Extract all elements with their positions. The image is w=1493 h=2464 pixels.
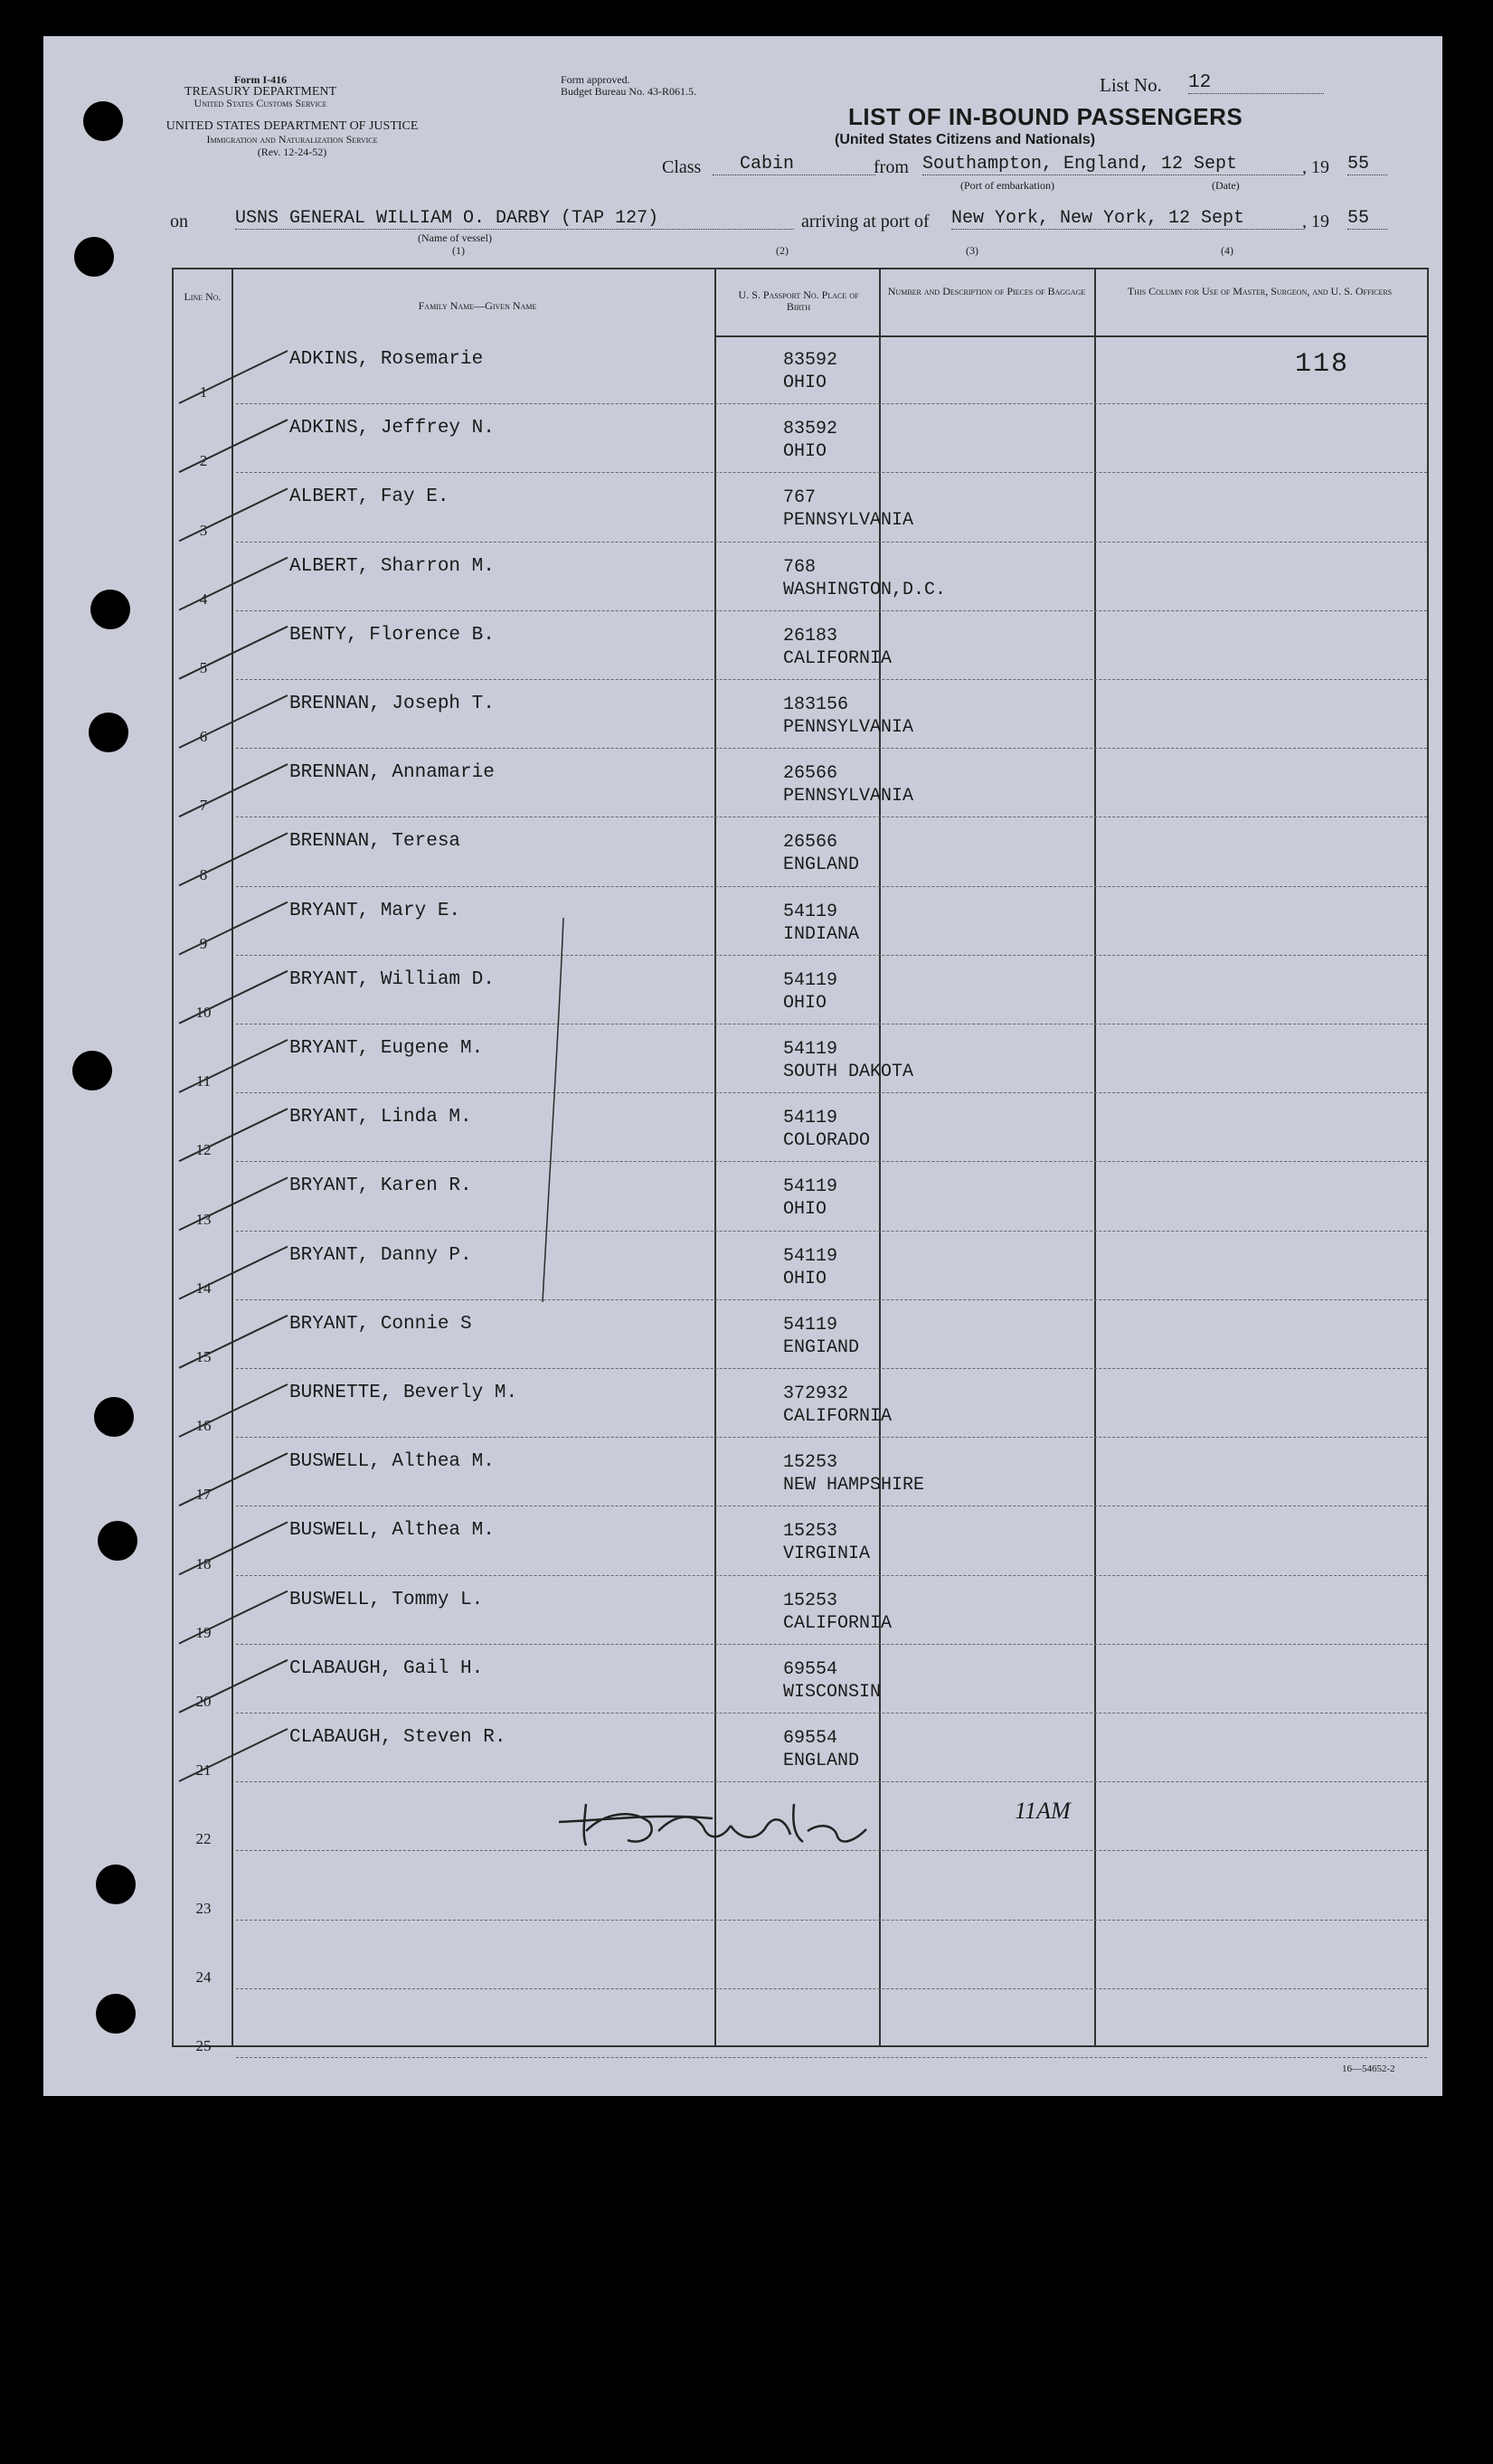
year1-value: 55: [1347, 154, 1387, 175]
form-number: Form I-416: [233, 73, 288, 86]
passport-number: 183156: [783, 694, 849, 715]
place-of-birth: CALIFORNIA: [783, 647, 893, 669]
place-of-birth: WISCONSIN: [783, 1681, 882, 1703]
line-number: 6: [199, 728, 208, 746]
line-number: 10: [195, 1004, 212, 1021]
year1-prefix: , 19: [1302, 157, 1329, 177]
passenger-name: BRENNAN, Teresa: [289, 831, 461, 853]
passenger-name: BENTY, Florence B.: [289, 624, 495, 646]
passport-number: 26566: [783, 832, 838, 854]
place-of-birth: OHIO: [783, 1268, 827, 1289]
list-no-label: List No.: [1100, 74, 1162, 96]
passport-number: 54119: [783, 901, 838, 922]
line-number: 3: [199, 521, 208, 539]
document-page: [43, 36, 1442, 2096]
check-mark: [179, 902, 288, 955]
line-number: 17: [195, 1486, 212, 1504]
year2-prefix: , 19: [1302, 212, 1329, 231]
passport-number: 54119: [783, 1108, 838, 1129]
passport-number: 15253: [783, 1452, 838, 1474]
place-of-birth: OHIO: [783, 992, 827, 1014]
place-of-birth: PENNSYLVANIA: [783, 717, 914, 738]
ins-line: Immigration and Naturalization Service: [206, 133, 378, 146]
passenger-name: BRYANT, Danny P.: [289, 1244, 472, 1266]
passenger-name: BRYANT, Eugene M.: [289, 1038, 484, 1059]
place-of-birth: SOUTH DAKOTA: [783, 1062, 914, 1082]
page-title: LIST OF IN-BOUND PASSENGERS: [848, 103, 1243, 130]
line-number: 25: [195, 2037, 212, 2054]
passport-number: 69554: [783, 1728, 838, 1749]
line-number: 4: [199, 590, 208, 608]
justice-line: UNITED STATES DEPARTMENT OF JUSTICE: [165, 119, 419, 133]
place-of-birth: PENNSYLVANIA: [783, 786, 914, 807]
check-mark: [179, 558, 288, 610]
passport-number: 54119: [783, 969, 838, 991]
line-number: 13: [195, 1210, 212, 1228]
col-num-4: (4): [1221, 244, 1233, 257]
line-number: 14: [195, 1279, 212, 1297]
list-no-value: 12: [1188, 72, 1324, 94]
check-mark: [179, 488, 288, 541]
punch-hole: [98, 1521, 137, 1561]
customs-line: United States Customs Service: [194, 97, 327, 109]
approved-text: Form approved.: [561, 73, 630, 86]
punch-hole: [89, 713, 128, 752]
place-of-birth: OHIO: [783, 441, 827, 463]
col-head-baggage: Number and Description of Pieces of Baggage: [887, 285, 1086, 297]
check-mark: [179, 695, 288, 748]
signature: [550, 1786, 984, 1867]
line-number: 24: [195, 1968, 212, 1986]
passenger-name: BRYANT, Connie S: [289, 1313, 472, 1335]
place-of-birth: WASHINGTON,D.C.: [783, 579, 947, 600]
handwritten-vertical-line: [543, 918, 563, 1302]
passenger-name: BRYANT, William D.: [289, 968, 495, 990]
check-mark: [179, 1247, 288, 1299]
passenger-name: BRYANT, Linda M.: [289, 1107, 472, 1128]
treasury-line: TREASURY DEPARTMENT: [184, 85, 337, 99]
place-of-birth: VIRGINIA: [783, 1544, 871, 1565]
place-of-birth: ENGLAND: [783, 854, 860, 876]
vessel-name: USNS GENERAL WILLIAM O. DARBY (TAP 127): [235, 208, 794, 230]
check-mark: [179, 764, 288, 817]
check-mark: [179, 1384, 288, 1437]
port-caption: (Port of embarkation): [960, 179, 1054, 192]
passenger-name: ADKINS, Rosemarie: [289, 349, 484, 370]
col-num-1: (1): [452, 244, 465, 257]
arrival-port: New York, New York, 12 Sept: [951, 208, 1302, 230]
passport-number: 768: [783, 556, 817, 578]
check-mark: [179, 1040, 288, 1092]
line-number: 12: [195, 1141, 212, 1159]
passenger-name: ALBERT, Sharron M.: [289, 555, 495, 577]
check-mark: [179, 627, 288, 679]
line-number: 9: [199, 934, 208, 952]
check-mark: [179, 1453, 288, 1506]
check-mark: [179, 420, 288, 472]
signature-suffix: 11AM: [1015, 1798, 1071, 1824]
check-mark: [179, 351, 288, 403]
passport-number: 54119: [783, 1245, 838, 1267]
from-value: Southampton, England, 12 Sept: [922, 154, 1302, 175]
col-head-officers: This Column for Use of Master, Surgeon, and U. S. Officers: [1127, 285, 1393, 297]
line-number: 19: [195, 1623, 212, 1641]
passenger-name: CLABAUGH, Gail H.: [289, 1657, 484, 1679]
place-of-birth: INDIANA: [783, 923, 860, 945]
passenger-name: ALBERT, Fay E.: [289, 486, 449, 508]
passport-number: 372932: [783, 1383, 849, 1404]
class-label: Class: [662, 157, 702, 177]
line-number: 8: [199, 865, 208, 883]
vessel-caption: (Name of vessel): [418, 231, 492, 244]
passenger-name: BRENNAN, Joseph T.: [289, 694, 495, 714]
passport-number: 15253: [783, 1521, 838, 1543]
passenger-name: BRENNAN, Annamarie: [289, 762, 495, 784]
check-mark: [179, 1591, 288, 1644]
line-number: 2: [199, 452, 208, 470]
passenger-name: BUSWELL, Althea M.: [289, 1520, 495, 1542]
punch-hole: [96, 1865, 136, 1904]
punch-hole: [90, 590, 130, 629]
col-head-name: Family Name—Given Name: [418, 299, 537, 312]
passport-number: 54119: [783, 1314, 838, 1336]
col-num-2: (2): [776, 244, 789, 257]
col-num-3: (3): [966, 244, 978, 257]
passenger-name: BUSWELL, Althea M.: [289, 1451, 495, 1473]
passport-number: 69554: [783, 1658, 838, 1680]
place-of-birth: PENNSYLVANIA: [783, 510, 914, 532]
punch-hole: [74, 237, 114, 277]
punch-hole: [94, 1397, 134, 1437]
passport-number: 54119: [783, 1176, 838, 1198]
footer-code: 16—54652-2: [1342, 2063, 1395, 2074]
place-of-birth: COLORADO: [783, 1130, 871, 1152]
check-mark: [179, 1660, 288, 1713]
passport-number: 26183: [783, 625, 838, 647]
place-of-birth: OHIO: [783, 373, 827, 393]
from-label: from: [874, 157, 909, 177]
rev-line: (Rev. 12-24-52): [257, 146, 327, 158]
check-mark: [179, 1177, 288, 1230]
col-head-passport: U. S. Passport No. Place of Birth: [738, 288, 859, 313]
passenger-name: ADKINS, Jeffrey N.: [289, 418, 495, 439]
check-mark: [179, 971, 288, 1024]
line-number: 22: [195, 1830, 212, 1848]
place-of-birth: ENGLAND: [783, 1751, 860, 1771]
place-of-birth: NEW HAMPSHIRE: [783, 1475, 925, 1496]
page-subtitle: (United States Citizens and Nationals): [835, 132, 1096, 147]
place-of-birth: CALIFORNIA: [783, 1406, 893, 1427]
check-mark: [179, 833, 288, 885]
passenger-name: BRYANT, Mary E.: [289, 900, 461, 921]
punch-hole: [72, 1051, 112, 1090]
line-number: 18: [195, 1554, 212, 1572]
passport-number: 26566: [783, 763, 838, 785]
passenger-name: BUSWELL, Tommy L.: [289, 1589, 484, 1610]
passport-number: 15253: [783, 1590, 838, 1611]
check-mark: [179, 1729, 288, 1781]
line-number: 20: [195, 1693, 212, 1710]
punch-hole: [96, 1994, 136, 2034]
line-number: 21: [195, 1761, 212, 1780]
line-number: 23: [195, 1899, 212, 1917]
place-of-birth: CALIFORNIA: [783, 1612, 893, 1634]
arriving-label: arriving at port of: [801, 212, 930, 231]
on-label: on: [170, 212, 188, 231]
passenger-name: BURNETTE, Beverly M.: [289, 1383, 518, 1403]
passport-number: 54119: [783, 1039, 838, 1060]
place-of-birth: OHIO: [783, 1199, 827, 1221]
line-number: 15: [195, 1348, 212, 1365]
line-number: 11: [195, 1072, 212, 1090]
check-mark: [179, 1109, 288, 1161]
punch-hole: [83, 101, 123, 141]
line-number: 5: [199, 659, 208, 676]
class-value: Cabin: [713, 154, 875, 175]
passenger-name: CLABAUGH, Steven R.: [289, 1727, 506, 1748]
year2-value: 55: [1347, 208, 1387, 230]
passport-number: 83592: [783, 350, 838, 371]
check-mark: [179, 1316, 288, 1368]
passport-number: 767: [783, 487, 817, 509]
passport-number: 83592: [783, 419, 838, 440]
line-number: 1: [199, 383, 208, 401]
line-number: 16: [195, 1417, 212, 1435]
budget-text: Budget Bureau No. 43-R061.5.: [561, 85, 696, 98]
place-of-birth: ENGIAND: [783, 1336, 860, 1358]
col-head-line-no: Line No.: [184, 290, 222, 303]
passenger-name: BRYANT, Karen R.: [289, 1175, 472, 1197]
line-number: 7: [199, 797, 208, 815]
date-caption: (Date): [1212, 179, 1240, 192]
check-mark: [179, 1522, 288, 1574]
stamp-number: 118: [1295, 349, 1350, 380]
